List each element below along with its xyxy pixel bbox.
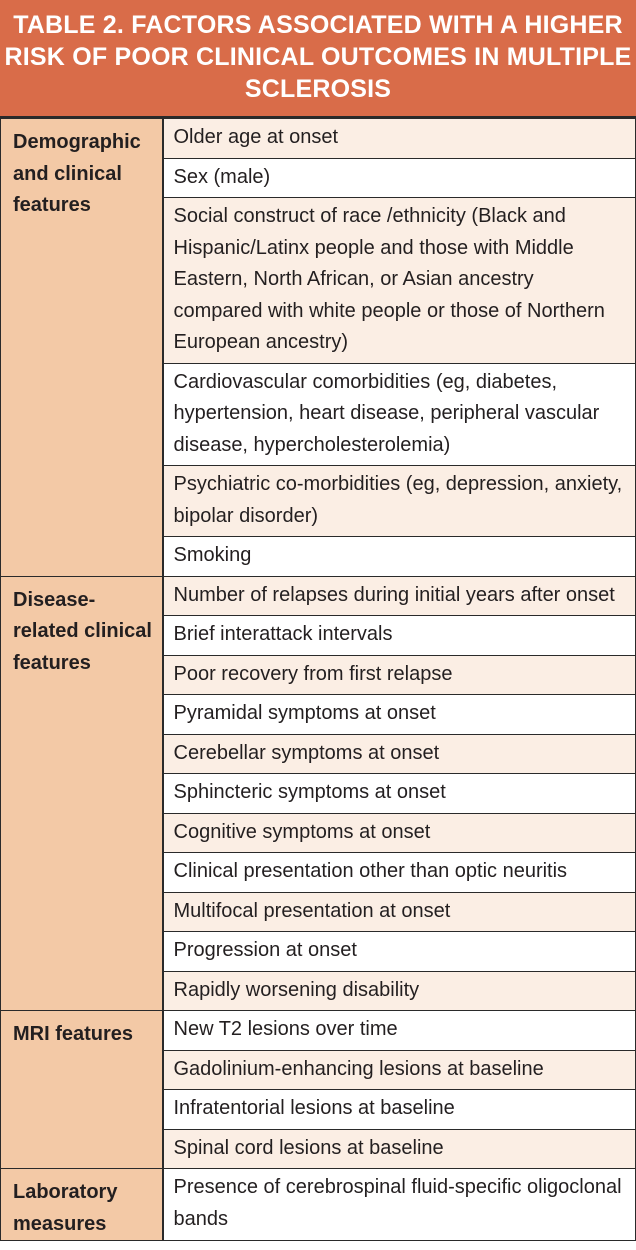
factor-cell: Multifocal presentation at onset <box>163 892 636 932</box>
factor-cell: Progression at onset <box>163 932 636 972</box>
factor-cell: Spinal cord lesions at baseline <box>163 1129 636 1169</box>
risk-factors-table <box>0 118 636 1241</box>
factor-cell: Presence of cerebrospinal fluid-specific oligoclonal bands <box>163 1169 636 1241</box>
table-row <box>1 119 636 159</box>
factor-cell: Poor recovery from first relapse <box>163 655 636 695</box>
table-title: TABLE 2. FACTORS ASSOCIATED WITH A HIGHER RISK OF POOR CLINICAL OUTCOMES IN MULTIPLE SCLEROSIS <box>0 0 636 118</box>
factor-cell: Gadolinium-enhancing lesions at baseline <box>163 1050 636 1090</box>
factor-cell: Cerebellar symptoms at onset <box>163 734 636 774</box>
factor-cell: Smoking <box>163 537 636 577</box>
factor-cell: Cognitive symptoms at onset <box>163 813 636 853</box>
factor-cell: Psychiatric co-morbidities (eg, depression, anxiety, bipolar disorder) <box>163 466 636 537</box>
factor-cell: Social construct of race /ethnicity (Black and Hispanic/Latinx people and those with Middle Eastern, North African, or Asian ancestry compared with white people or those of Northern European ancestry) <box>163 198 636 364</box>
table-row <box>1 576 636 616</box>
factor-cell: Older age at onset <box>163 119 636 159</box>
factor-cell: Clinical presentation other than optic neuritis <box>163 853 636 893</box>
factor-cell: Infratentorial lesions at baseline <box>163 1090 636 1130</box>
category-cell: Disease-related clinical features <box>1 576 163 1011</box>
factor-cell: Sex (male) <box>163 158 636 198</box>
factor-cell: Brief interattack intervals <box>163 616 636 656</box>
table-row <box>1 1169 636 1241</box>
factor-cell: Sphincteric symptoms at onset <box>163 774 636 814</box>
factor-cell: Pyramidal symptoms at onset <box>163 695 636 735</box>
category-cell: MRI features <box>1 1011 163 1169</box>
table-row <box>1 1011 636 1051</box>
category-cell: Laboratory measures <box>1 1169 163 1241</box>
factor-cell: Cardiovascular comorbidities (eg, diabetes, hypertension, heart disease, peripheral vascular disease, hypercholesterolemia) <box>163 363 636 466</box>
factor-cell: Rapidly worsening disability <box>163 971 636 1011</box>
category-cell: Demographic and clinical features <box>1 119 163 577</box>
factor-cell: New T2 lesions over time <box>163 1011 636 1051</box>
factor-cell: Number of relapses during initial years after onset <box>163 576 636 616</box>
